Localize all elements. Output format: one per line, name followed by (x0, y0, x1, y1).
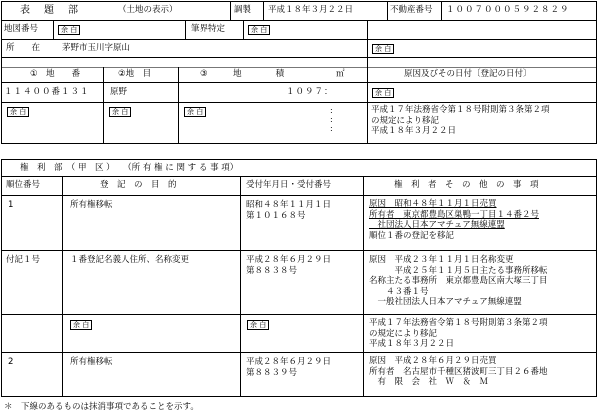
blank-stamp: 余 白 (247, 320, 269, 330)
prep-date: 平成１８年３月２２日 (268, 5, 354, 15)
reception-2: 平成２８年６月２９日 第８８３９号 (246, 357, 332, 378)
title-heading: 表 題 部 (20, 5, 80, 16)
area-dots: : : : (330, 106, 333, 133)
col-holder: 権 利 者 そ の 他 の 事 項 (394, 180, 539, 190)
blank-stamp: 余 白 (184, 107, 206, 117)
rank-addendum-1: 付記１号 (6, 255, 41, 265)
holder-addendum-1: 原因 平成２３年１１月１日名称変更 平成２５年１１月５日主たる事務所移転 名称主たる事務所 東京都豊島区南大塚三丁目 ４３番１号 一般社団法人日本アマチュア無線連盟 (369, 255, 548, 307)
boundary-label: 筆界特定 (191, 24, 226, 34)
land-area: １０９７： (286, 87, 334, 97)
reception-addendum-1: 平成２８年６月２９日 第８８３８号 (246, 255, 332, 276)
location-value: 茅野市玉川字原山 (62, 43, 131, 53)
blank-stamp: 余 白 (372, 88, 394, 98)
blank-stamp: 余 白 (7, 107, 29, 117)
realty-number: １００７０００５９２８２９ (446, 5, 570, 15)
purpose-1: 所有権移転 (70, 200, 113, 210)
title-subheading: （土地の表示） (118, 5, 178, 15)
location-label: 所 在 (6, 43, 41, 53)
col-purpose: 登 記 の 目 的 (100, 180, 177, 190)
col-area-unit: ㎡ (336, 69, 345, 79)
kouku-heading: 権 利 部 （ 甲 区 ） （所 有 権 に 関 す る 事 項） (20, 163, 239, 173)
land-note: 平成１７年法務省令第１８号附則第３条第２項 の規定により移記 平成１８年３月２２日 (371, 105, 550, 136)
blank-stamp: 余 白 (70, 320, 92, 330)
rank-1: 1 (8, 200, 14, 210)
col-rank: 順位番号 (6, 180, 41, 190)
purpose-addendum-1: １番登記名義人住所、名称変更 (70, 255, 190, 265)
map-number-label: 地図番号 (4, 24, 39, 34)
rank-2: 2 (8, 357, 14, 367)
col-area: ③ 地 積 (200, 69, 285, 79)
realty-number-label: 不動産番号 (390, 5, 433, 15)
prep-label: 調製 (234, 5, 252, 15)
holder-2: 原因 平成２８年６月２９日売買 所有者 名古屋市千種区猪波町三丁目２６番地 有 限 会 社 Ｗ ＆ Ｍ (369, 356, 548, 387)
blank-stamp: 余 白 (58, 25, 80, 35)
blank-stamp: 余 白 (372, 44, 394, 54)
col-category: ②地 目 (118, 69, 152, 79)
blank-stamp: 余 白 (248, 25, 270, 35)
reception-1: 昭和４８年１１月１日 第１０１６８号 (246, 200, 332, 221)
footnote: ＊ 下線のあるものは抹消事項であることを示す。 (4, 402, 199, 412)
col-reception: 受付年月日・受付番号 (246, 180, 332, 190)
blank-stamp: 余 白 (109, 107, 131, 117)
holder-1: 原因 昭和４８年１１月１日売買 所有者 東京都豊島区巣鴨一丁目１４番２号 社団法人日本アマチュア無線連盟 順位１番の登記を移記 (369, 199, 540, 241)
lot-number: １１４００番１３１ (4, 87, 90, 97)
purpose-2: 所有権移転 (70, 357, 113, 367)
transfer-note: 平成１７年法務省令第１８号附則第３条第２項 の規定により移記 平成１８年３月２２日 (369, 318, 548, 349)
col-lot-number: ① 地 番 (30, 69, 81, 79)
land-category: 原野 (110, 87, 128, 97)
col-cause: 原因及びその日付〔登記の日付〕 (404, 69, 532, 79)
